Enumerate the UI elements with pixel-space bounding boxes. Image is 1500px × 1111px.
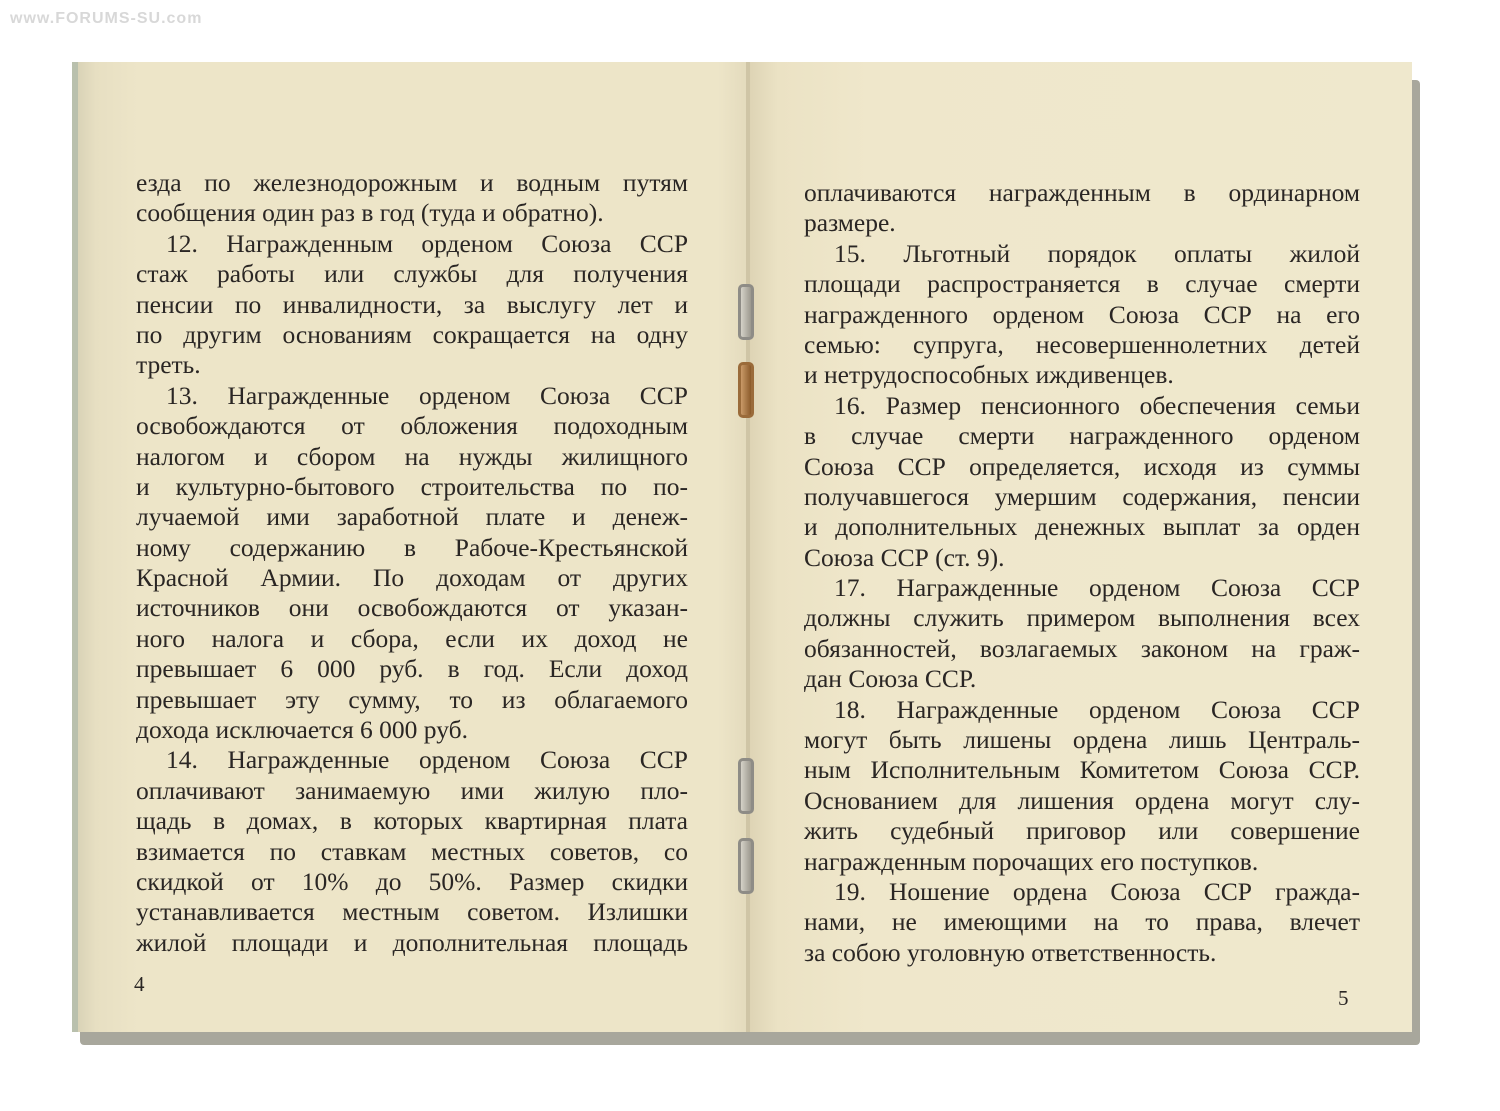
text-line: освобождаются от обложения подоходным (136, 411, 688, 441)
text-line: взимается по ставкам местных советов, со (136, 836, 688, 866)
text-line: размере. (804, 208, 896, 238)
text-line: обязанностей, возлагаемых законом на граж- (804, 633, 1360, 663)
text-line: могут быть лишены ордена лишь Централь- (804, 725, 1360, 755)
text-line: дохода исключается 6 000 руб. (136, 715, 468, 745)
text-line: сообщения один раз в год (туда и обратно). (136, 198, 604, 228)
left-page (72, 62, 754, 1032)
staple-icon (738, 758, 754, 814)
text-line: жилой площади и дополнительная площадь (136, 927, 688, 957)
staple-icon (738, 838, 754, 894)
text-line: площади распространяется в случае смерти (804, 269, 1360, 299)
text-line: награжденным порочащих его поступков. (804, 846, 1259, 876)
text-line: ным Исполнительным Комитетом Союза ССР. (804, 755, 1360, 785)
staple-icon (738, 284, 754, 340)
text-line: щадь в домах, в которых квартирная плата (136, 806, 688, 836)
text-line: 13. Награжденные орденом Союза ССР (166, 380, 688, 410)
text-line: жить судебный приговор или совершение (804, 816, 1360, 846)
text-line: превышает эту сумму, то из облагаемого (136, 684, 688, 714)
text-line: устанавливается местным советом. Излишки (136, 897, 688, 927)
booklet (72, 62, 1412, 1032)
text-line: стаж работы или службы для получения (136, 259, 688, 289)
text-line: ного налога и сбора, если их доход не (136, 623, 688, 653)
text-line: превышает 6 000 руб. в год. Если доход (136, 654, 688, 684)
text-line: треть. (136, 350, 201, 380)
text-line: должны служить примером выполнения всех (804, 603, 1360, 633)
text-line: получавшегося умершим содержания, пенсии (804, 481, 1360, 511)
text-line: 19. Ношение ордена Союза ССР гражда- (834, 876, 1360, 906)
staple-rust-icon (738, 362, 754, 418)
text-line: 18. Награжденные орденом Союза ССР (834, 694, 1360, 724)
text-line: за собою уголовную ответственность. (804, 937, 1217, 967)
page-number-left: 4 (134, 972, 145, 996)
right-page (748, 62, 1412, 1032)
text-line: налогом и сбором на нужды жилищного (136, 441, 688, 471)
text-line: 14. Награжденные орденом Союза ССР (166, 745, 688, 775)
text-line: награжденного орденом Союза ССР на его (804, 299, 1360, 329)
text-line: и дополнительных денежных выплат за орден (804, 512, 1360, 542)
text-line: Основанием для лишения ордена могут слу- (804, 785, 1360, 815)
text-line: лучаемой ими заработной плате и денеж- (136, 502, 688, 532)
text-line: пенсии по инвалидности, за выслугу лет и (136, 289, 688, 319)
text-line: ному содержанию в Рабоче-Крестьянской (136, 532, 688, 562)
text-line: Союза ССР определяется, исходя из суммы (804, 451, 1360, 481)
left-page-text (136, 168, 688, 958)
text-line: оплачивают занимаемую ими жилую пло- (136, 775, 688, 805)
text-line: в случае смерти награжденного орденом (804, 421, 1360, 451)
page-number-right: 5 (1338, 986, 1349, 1010)
text-line: 12. Награжденным орденом Союза ССР (166, 228, 688, 258)
text-line: и нетрудоспособных иждивенцев. (804, 360, 1174, 390)
text-line: езда по железнодорожным и водным путям (136, 168, 688, 197)
right-page-text (804, 178, 1360, 968)
text-line: 16. Размер пенсионного обеспечения семьи (834, 390, 1360, 420)
text-line: 17. Награжденные орденом Союза ССР (834, 573, 1360, 603)
text-line: 15. Льготный порядок оплаты жилой (834, 238, 1360, 268)
text-line: скидкой от 10% до 50%. Размер скидки (136, 866, 688, 896)
text-line: дан Союза ССР. (804, 664, 977, 694)
text-line: и культурно-бытового строительства по по- (136, 471, 688, 501)
watermark: www.FORUMS-SU.com (10, 10, 203, 27)
text-line: нами, не имеющими на то права, влечет (804, 907, 1360, 937)
text-line: семью: супруга, несовершеннолетних детей (804, 329, 1360, 359)
text-line: по другим основаниям сокращается на одну (136, 319, 688, 349)
text-line: Союза ССР (ст. 9). (804, 542, 1005, 572)
text-line: источников они освобождаются от указан- (136, 593, 688, 623)
text-line: Красной Армии. По доходам от других (136, 563, 688, 593)
text-line: оплачиваются награжденным в ординарном (804, 178, 1360, 207)
